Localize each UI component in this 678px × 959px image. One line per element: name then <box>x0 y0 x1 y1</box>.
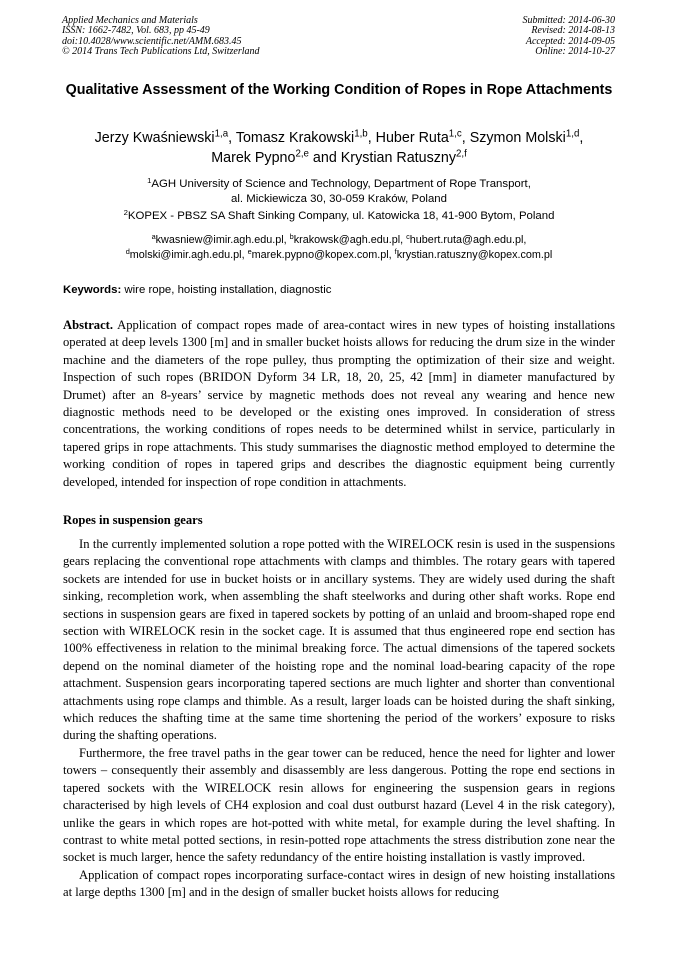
author-affiliation-mark: 1,d <box>565 128 580 140</box>
author-name: Szymon Molski <box>469 130 566 146</box>
issn-line: ISSN: 1662-7482, Vol. 683, pp 45-49 <box>62 25 210 37</box>
author-emails <box>60 233 618 263</box>
email-address: hubert.ruta@agh.edu.pl <box>409 234 524 246</box>
email-mark: f <box>394 246 397 256</box>
affiliation-number: 2 <box>123 207 128 217</box>
email-address: marek.pypno@kopex.com.pl <box>251 249 389 261</box>
author-affiliation-mark: 1,b <box>354 128 368 140</box>
section-body <box>63 536 615 902</box>
affiliation-text: AGH University of Science and Technology, Department of Rope Transport, <box>151 178 531 190</box>
email-line-1 <box>60 233 618 248</box>
accepted-date: Accepted: 2014-09-05 <box>525 35 615 47</box>
author-affiliation-mark: 1,c <box>448 128 462 140</box>
author-separator: and <box>308 150 341 166</box>
journal-name: Applied Mechanics and Materials <box>62 15 198 26</box>
email-mark: d <box>125 246 130 256</box>
author-name: Huber Ruta <box>375 130 449 146</box>
affiliation-2 <box>60 209 618 224</box>
abstract <box>63 317 615 491</box>
online-date: Online: 2014-10-27 <box>535 45 615 57</box>
author-line-1 <box>60 128 618 148</box>
email-mark: a <box>151 231 156 241</box>
email-address: krakowsk@agh.edu.pl <box>293 234 401 246</box>
author-list <box>60 128 618 168</box>
email-separator: , <box>388 249 395 261</box>
author-name: Jerzy Kwaśniewski <box>94 130 215 146</box>
keywords <box>63 283 619 298</box>
email-address: kwasniew@imir.agh.edu.pl <box>155 234 284 246</box>
body-paragraph: Furthermore, the free travel paths in the gear tower can be reduced, hence the need for lighter and lower towers – consequently their assembly and disassembly are less dangerous. Potting the rope end sections in tapered sockets with the WIRELOCK resin allows for engineering the suspension gears in regions characterised by high levels of CH4 explosion and coal dust outburst hazard (Level 4 in the risk category), unlike the gears in which ropes are hot-potted with white metal, for example during the level shafting. In contrast to white metal potted sections, in resin-potted rope attachments the stress distribution zone near the socket is much larger, hence the safety redundancy of the entire hoisting installation is vastly improved. <box>63 745 615 865</box>
email-mark: e <box>247 246 252 256</box>
doi-line: doi:10.4028/www.scientific.net/AMM.683.45 <box>62 35 242 47</box>
paper-title: Qualitative Assessment of the Working Condition of Ropes in Rope Attachments <box>65 82 613 98</box>
author-name: Tomasz Krakowski <box>235 130 355 146</box>
body-paragraph: Application of compact ropes incorporating surface-contact wires in design of new hoisting installations at large depths 1300 [m] and in the design of smaller bucket hoists allows for reducing <box>63 867 615 900</box>
email-address: krystian.ratuszny@kopex.com.pl <box>396 249 553 261</box>
journal-header <box>62 16 382 57</box>
email-address: molski@imir.agh.edu.pl <box>129 249 242 261</box>
keywords-label: Keywords: <box>63 284 122 296</box>
email-separator: , <box>523 234 527 246</box>
abstract-text: Application of compact ropes made of area-contact wires in new types of hoisting installations operated at deep levels 1300 [m] and in smaller bucket hoists allows for reducing the drum size in the winder machine and the diameters of the rope pulley, thus prompting the optimization of their size and weight. Inspection of such ropes (BRIDON Dyform 34 LR, 18, 20, 25, 42 [mm] in diameter manufactured by Drumet) after an 8-years’ service by magnetic methods does not reveal any wearing and hence new diagnostic methods need to be developed or the existing ones improved. In consideration of stress concentrations, the working conditions of ropes needs to be determined whilst in service, particularly in tapered grips in rope attachments. This study summarises the diagnostic method employed to determine the working condition of ropes in tapered grips and describes the diagnostic equipment being currently developed, intended for inspection of rope condition in attachments. <box>63 318 615 489</box>
author-separator: , <box>367 130 376 146</box>
body-paragraph: In the currently implemented solution a rope potted with the WIRELOCK resin is used in the suspensions gears replacing the conventional rope attachments with clamps and thimbles. The rotary gears with tapered sockets are intended for use in bucket hoists or in ancillary systems. They are widely used during the shaft sinking, recompletion work, when assembling the shaft steelworks and during other shaft works. Rope end sections in suspension gears are fixed in tapered sockets by potting of an unlaid and broom-shaped rope end section with WIRELOCK resin in the socket cage. It is assumed that thus engineered rope end section has 100% effectiveness in relation to the minimal breaking force. The actual dimensions of the tapered sockets depend on the nominal diameter of the hoisting rope and the nominal load-bearing capacity of the rope attachment. Suspension gears incorporating tapered sections are much lighter and shorter than conventional attachments using rope clamps and thimble. As a result, larger loads can be hoisted during the shaft sinking, which reduces the shafting time at the same time shortening the period of the workers’ exposure to risks during the shafting operations. <box>63 537 615 743</box>
keywords-text: wire rope, hoisting installation, diagnostic <box>121 284 332 296</box>
affiliation-number: 1 <box>147 175 152 185</box>
email-mark: b <box>289 231 294 241</box>
author-affiliation-mark: 2,e <box>295 148 309 160</box>
author-name: Krystian Ratuszny <box>340 150 456 166</box>
author-separator: , <box>461 130 470 146</box>
section-heading: Ropes in suspension gears <box>63 513 203 527</box>
author-separator: , <box>579 130 584 146</box>
email-separator: , <box>283 234 290 246</box>
copyright-line: © 2014 Trans Tech Publications Ltd, Switzerland <box>62 45 260 57</box>
email-separator: , <box>400 234 407 246</box>
email-separator: , <box>241 249 248 261</box>
author-line-2 <box>60 148 618 168</box>
affiliation-text: KOPEX - PBSZ SA Shaft Sinking Company, ul. Katowicka 18, 41-900 Bytom, Poland <box>127 210 555 222</box>
revised-date: Revised: 2014-08-13 <box>531 25 615 37</box>
submitted-date: Submitted: 2014-06-30 <box>522 15 615 26</box>
dates-header <box>395 16 615 57</box>
author-separator: , <box>228 130 236 146</box>
abstract-label: Abstract. <box>63 318 114 332</box>
email-mark: c <box>406 231 410 241</box>
email-line-2 <box>60 248 618 263</box>
author-affiliation-mark: 1,a <box>214 128 229 140</box>
affiliation-1 <box>60 177 618 207</box>
affiliation-address: al. Mickiewicza 30, 30-059 Kraków, Poland <box>231 193 447 205</box>
author-name: Marek Pypno <box>211 150 296 166</box>
author-affiliation-mark: 2,f <box>455 148 467 160</box>
